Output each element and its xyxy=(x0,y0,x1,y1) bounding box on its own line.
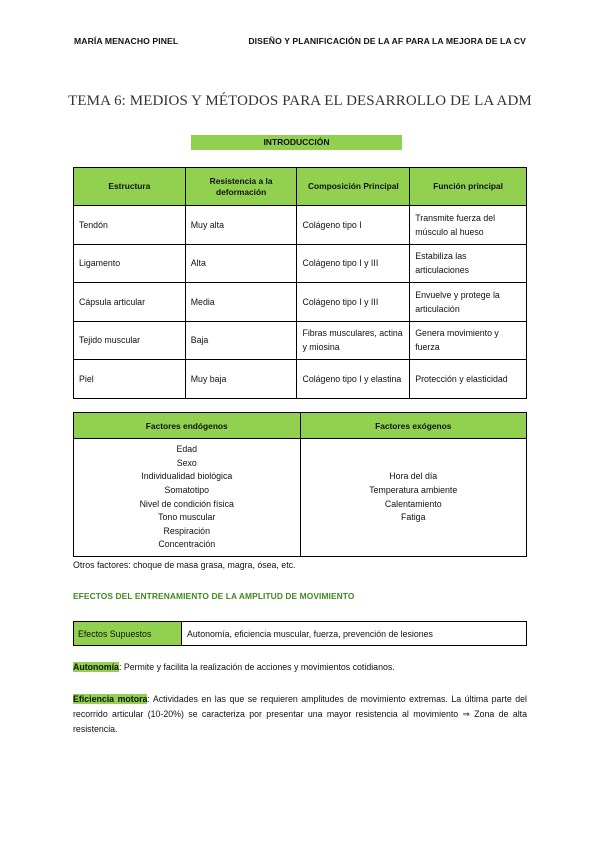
table-cell: Colágeno tipo I y III xyxy=(297,283,410,322)
exogenous-header: Factores exógenos xyxy=(300,413,527,439)
autonomy-text: : Permite y facilita la realización de acciones y movimientos cotidianos. xyxy=(118,662,395,672)
autonomy-term: Autonomía xyxy=(73,662,119,672)
table-row xyxy=(74,244,527,283)
list-item: Nivel de condición física xyxy=(139,498,234,509)
table-cell: Muy alta xyxy=(185,206,297,245)
header-course: DISEÑO Y PLANIFICACIÓN DE LA AF PARA LA MEJORA DE LA CV xyxy=(248,36,526,46)
list-item: Concentración xyxy=(158,539,216,550)
table-cell: Tendón xyxy=(74,206,186,245)
list-item: Calentamiento xyxy=(384,498,442,509)
table-cell: Cápsula articular xyxy=(74,283,186,322)
table-cell: Colágeno tipo I y elastina xyxy=(297,360,410,399)
table-cell: Tejido muscular xyxy=(74,321,186,360)
header-author: MARÍA MENACHO PINEL xyxy=(74,36,179,46)
table-cell: Ligamento xyxy=(74,244,186,283)
page-title: TEMA 6: MEDIOS Y MÉTODOS PARA EL DESARROLLO DE LA ADM xyxy=(68,93,532,109)
efficiency-term: Eficiencia motora xyxy=(73,694,148,704)
table-cell: Muy baja xyxy=(185,360,297,399)
effects-value: Autonomía, eficiencia muscular, fuerza, prevención de lesiones xyxy=(182,622,527,646)
column-header: Composición Principal xyxy=(297,168,410,206)
other-factors-note: Otros factores: choque de masa grasa, magra, ósea, etc. xyxy=(73,560,296,570)
column-header: Estructura xyxy=(74,168,186,206)
factors-table xyxy=(73,412,527,557)
list-item: Respiración xyxy=(163,525,210,536)
table-cell: Media xyxy=(185,283,297,322)
table-row xyxy=(74,622,527,646)
table-cell: Colágeno tipo I y III xyxy=(297,244,410,283)
table-row xyxy=(74,360,527,399)
list-item: Sexo xyxy=(176,457,197,468)
list-item: Edad xyxy=(176,444,198,455)
list-item: Fatiga xyxy=(401,512,426,523)
table-cell: Alta xyxy=(185,244,297,283)
autonomy-paragraph xyxy=(73,660,527,675)
exogenous-list xyxy=(300,439,527,557)
effects-table xyxy=(73,621,527,646)
efficiency-text: : Actividades en las que se requieren amplitudes de movimiento extremas. La última parte del recorrido articular (10-20%) se caracteriza por presentar una mayor resistencia al movimiento ⇒ Zona de alta resistencia. xyxy=(73,694,527,734)
table-cell: Transmite fuerza del músculo al hueso xyxy=(410,206,527,245)
column-header: Resistencia a la deformación xyxy=(185,168,297,206)
intro-label: INTRODUCCIÓN xyxy=(191,135,402,150)
table-cell: Envuelve y protege la articulación xyxy=(410,283,527,322)
list-item: Hora del día xyxy=(389,471,438,482)
table-cell: Fibras musculares, actina y miosina xyxy=(297,321,410,360)
list-item: Individualidad biológica xyxy=(141,471,233,482)
endogenous-header: Factores endógenos xyxy=(74,413,301,439)
efficiency-paragraph xyxy=(73,692,527,737)
table-cell: Piel xyxy=(74,360,186,399)
structure-table xyxy=(73,167,527,399)
structure-table-header-row xyxy=(74,168,527,206)
list-item: Temperatura ambiente xyxy=(369,484,458,495)
table-cell: Colágeno tipo I xyxy=(297,206,410,245)
endogenous-list xyxy=(74,439,301,557)
page-header xyxy=(74,36,526,50)
table-cell: Baja xyxy=(185,321,297,360)
table-cell: Estabiliza las articulaciones xyxy=(410,244,527,283)
table-row xyxy=(74,439,527,557)
column-header: Función principal xyxy=(410,168,527,206)
list-item: Tono muscular xyxy=(158,512,216,523)
table-cell: Genera movimiento y fuerza xyxy=(410,321,527,360)
effects-label: Efectos Supuestos xyxy=(74,622,182,646)
section-heading: EFECTOS DEL ENTRENAMIENTO DE LA AMPLITUD DE MOVIMIENTO xyxy=(73,591,355,601)
table-row xyxy=(74,283,527,322)
factors-table-header-row xyxy=(74,413,527,439)
list-item: Somatotipo xyxy=(164,484,209,495)
table-row xyxy=(74,321,527,360)
table-row xyxy=(74,206,527,245)
table-cell: Protección y elasticidad xyxy=(410,360,527,399)
